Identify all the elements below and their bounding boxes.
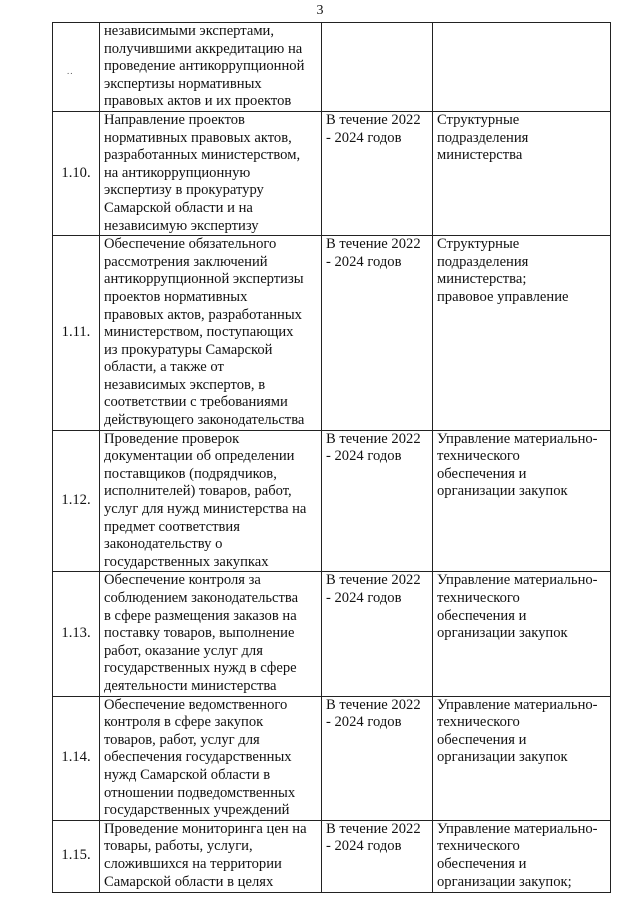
row-number: 1.15. (53, 820, 100, 892)
row-number: 1.14. (53, 696, 100, 820)
responsible: Структурные подразделения министерства; правовое управление (433, 236, 611, 431)
deadline: В течение 2022 - 2024 годов (322, 111, 433, 235)
measures-table (52, 22, 611, 893)
deadline: В течение 2022 - 2024 годов (322, 430, 433, 572)
measure-text: Направление проектов нормативных правовых актов, разработанных министерством, на антикоррупционную экспертизу в прокуратуру Самарской области и на независимую экспертизу (100, 111, 322, 235)
responsible: Управление материально- технического обеспечения и организации закупок (433, 572, 611, 696)
measure-text: Обеспечение обязательного рассмотрения заключений антикоррупционной экспертизы проектов нормативных правовых актов, разработанных министерством, поступающих из прокуратуры Самарской области, а также от независимых экспертов, в соответствии с требованиями действующего законодательства (100, 236, 322, 431)
deadline: В течение 2022 - 2024 годов (322, 236, 433, 431)
scan-mark: .. (67, 66, 74, 76)
measure-text: Обеспечение ведомственного контроля в сфере закупок товаров, работ, услуг для обеспечения государственных нужд Самарской области в отношении подведомственных государственных учреждений (100, 696, 322, 820)
measure-text: Обеспечение контроля за соблюдением законодательства в сфере размещения заказов на поставку товаров, выполнение работ, оказание услуг для государственных нужд в сфере деятельности министерства (100, 572, 322, 696)
deadline: В течение 2022 - 2024 годов (322, 820, 433, 892)
row-number: 1.12. (53, 430, 100, 572)
deadline: В течение 2022 - 2024 годов (322, 696, 433, 820)
measure-text: Проведение мониторинга цен на товары, работы, услуги, сложившихся на территории Самарской области в целях (100, 820, 322, 892)
deadline (322, 23, 433, 112)
measure-text: Проведение проверок документации об определении поставщиков (подрядчиков, исполнителей) товаров, работ, услуг для нужд министерства на предмет соответствия законодательству о государственных закупках (100, 430, 322, 572)
row-number: 1.11. (53, 236, 100, 431)
row-number: 1.13. (53, 572, 100, 696)
measure-text: независимыми экспертами, получившими аккредитацию на проведение антикоррупционной экспертизы нормативных правовых актов и их проектов (100, 23, 322, 112)
page-number: 3 (316, 3, 324, 18)
row-number: 1.10. (53, 111, 100, 235)
table-row (53, 696, 611, 820)
responsible: Управление материально- технического обеспечения и организации закупок; (433, 820, 611, 892)
table-row (53, 236, 611, 431)
responsible (433, 23, 611, 112)
responsible: Структурные подразделения министерства (433, 111, 611, 235)
table-row (53, 23, 611, 112)
table-row (53, 111, 611, 235)
deadline: В течение 2022 - 2024 годов (322, 572, 433, 696)
table-row (53, 572, 611, 696)
table-row (53, 820, 611, 892)
row-number (53, 23, 100, 112)
table-row (53, 430, 611, 572)
responsible: Управление материально- технического обеспечения и организации закупок (433, 696, 611, 820)
responsible: Управление материально- технического обеспечения и организации закупок (433, 430, 611, 572)
